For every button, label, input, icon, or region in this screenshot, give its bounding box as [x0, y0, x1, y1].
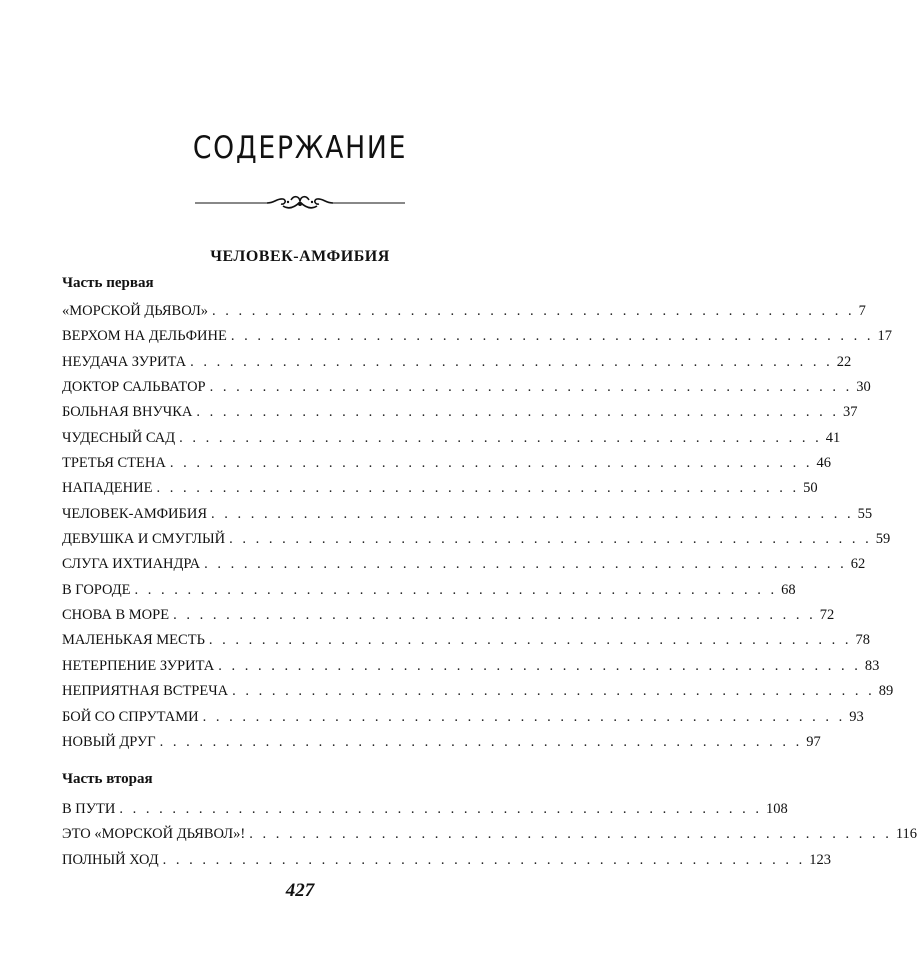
toc-entry-page: 22: [836, 353, 852, 370]
ornament-divider-icon: [195, 192, 405, 214]
toc-entry: [62, 628, 871, 653]
toc-leader-dots: . . . . . . . . . . . . . . . . . . . . . . . . . . . . . . . . . . . . . . . . . . . . . . . . .: [209, 379, 853, 396]
toc-leader-dots: . . . . . . . . . . . . . . . . . . . . . . . . . . . . . . . . . . . . . . . . . . . . . . . . .: [232, 683, 875, 700]
toc-entry-page: 116: [895, 826, 917, 843]
toc-leader-dots: . . . . . . . . . . . . . . . . . . . . . . . . . . . . . . . . . . . . . . . . . . . . . . . . .: [211, 505, 854, 522]
toc-entry-page: 62: [850, 556, 866, 573]
toc-list-part-two: [62, 797, 917, 873]
toc-leader-dots: . . . . . . . . . . . . . . . . . . . . . . . . . . . . . . . . . . . . . . . . . . . . . . . . .: [196, 404, 839, 421]
toc-entry: [62, 502, 873, 527]
toc-entry: [62, 375, 871, 400]
toc-entry-page: 50: [803, 480, 818, 497]
toc-entry-title: БОЙ СО СПРУТАМИ: [62, 708, 199, 725]
toc-entry-page: 97: [806, 733, 821, 750]
toc-entry-page: 89: [878, 683, 894, 700]
toc-entry-title: ВЕРХОМ НА ДЕЛЬФИНЕ: [62, 328, 227, 345]
toc-entry-page: 78: [855, 632, 871, 649]
page-number: 427: [285, 880, 315, 901]
toc-entry-page: 108: [766, 801, 788, 817]
toc-entry-title: НЕПРИЯТНАЯ ВСТРЕЧА: [62, 683, 229, 700]
toc-entry: [62, 350, 852, 375]
toc-entry-page: 59: [875, 531, 891, 548]
toc-leader-dots: . . . . . . . . . . . . . . . . . . . . . . . . . . . . . . . . . . . . . . . . . . . . . . . . .: [218, 657, 861, 674]
toc-entry-title: В ГОРОДЕ: [62, 581, 131, 598]
toc-entry-page: 83: [864, 657, 880, 674]
toc-entry: [62, 679, 894, 704]
toc-leader-dots: . . . . . . . . . . . . . . . . . . . . . . . . . . . . . . . . . . . . . . . . . . . . . . . . .: [162, 851, 806, 868]
toc-entry: [62, 426, 841, 451]
page-title: СОДЕРЖАНИЕ: [192, 130, 408, 166]
toc-entry: [62, 730, 821, 755]
toc-entry-page: 41: [825, 429, 841, 446]
toc-leader-dots: . . . . . . . . . . . . . . . . . . . . . . . . . . . . . . . . . . . . . . . . . . . . . . . . .: [159, 733, 803, 750]
toc-entry: [62, 400, 858, 425]
toc-entry-title: НОВЫЙ ДРУГ: [62, 733, 156, 750]
toc-entry: [62, 797, 788, 822]
toc-entry: [62, 324, 892, 349]
toc-entry-page: 30: [856, 379, 871, 396]
toc-leader-dots: . . . . . . . . . . . . . . . . . . . . . . . . . . . . . . . . . . . . . . . . . . . . . . . . .: [119, 801, 762, 817]
toc-entry-title: ТРЕТЬЯ СТЕНА: [62, 455, 166, 472]
toc-entry: [62, 578, 796, 603]
toc-entry-title: МАЛЕНЬКАЯ МЕСТЬ: [62, 632, 205, 649]
book-title: ЧЕЛОВЕК-АМФИБИЯ: [210, 248, 390, 265]
toc-entry-page: 68: [781, 581, 796, 598]
toc-leader-dots: . . . . . . . . . . . . . . . . . . . . . . . . . . . . . . . . . . . . . . . . . . . . . . . . .: [173, 607, 816, 624]
toc-entry: [62, 476, 818, 501]
toc-entry-page: 93: [849, 708, 864, 725]
toc-entry: [62, 451, 831, 476]
toc-entry-page: 55: [857, 505, 873, 522]
toc-entry: [62, 603, 835, 628]
toc-entry-page: 72: [819, 607, 835, 624]
toc-leader-dots: . . . . . . . . . . . . . . . . . . . . . . . . . . . . . . . . . . . . . . . . . . . . . . . . .: [249, 826, 892, 843]
toc-leader-dots: . . . . . . . . . . . . . . . . . . . . . . . . . . . . . . . . . . . . . . . . . . . . . . . . .: [179, 429, 822, 446]
toc-entry-title: ДЕВУШКА И СМУГЛЫЙ: [62, 531, 226, 548]
toc-entry: [62, 822, 917, 847]
toc-leader-dots: . . . . . . . . . . . . . . . . . . . . . . . . . . . . . . . . . . . . . . . . . . . . . . . . .: [134, 581, 778, 598]
toc-leader-dots: . . . . . . . . . . . . . . . . . . . . . . . . . . . . . . . . . . . . . . . . . . . . . . . . .: [204, 556, 847, 573]
toc-entry-title: ДОКТОР САЛЬВАТОР: [62, 379, 206, 396]
part-title: Часть вторая: [62, 771, 153, 787]
toc-entry-title: ЧУДЕСНЫЙ САД: [62, 429, 176, 446]
toc-entry-title: СНОВА В МОРЕ: [62, 607, 170, 624]
toc-entry-title: НЕТЕРПЕНИЕ ЗУРИТА: [62, 657, 215, 674]
toc-entry-page: 17: [877, 328, 892, 345]
toc-entry: [62, 527, 891, 552]
toc-entry: [62, 299, 866, 324]
toc-entry-title: НЕУДАЧА ЗУРИТА: [62, 353, 187, 370]
toc-leader-dots: . . . . . . . . . . . . . . . . . . . . . . . . . . . . . . . . . . . . . . . . . . . . . . . . .: [169, 455, 813, 472]
toc-entry-page: 123: [809, 851, 832, 868]
toc-entry-title: ПОЛНЫЙ ХОД: [62, 851, 159, 868]
toc-leader-dots: . . . . . . . . . . . . . . . . . . . . . . . . . . . . . . . . . . . . . . . . . . . . . . . . .: [212, 303, 855, 319]
toc-leader-dots: . . . . . . . . . . . . . . . . . . . . . . . . . . . . . . . . . . . . . . . . . . . . . . . . .: [202, 708, 846, 725]
toc-entry-page: 46: [816, 455, 831, 472]
toc-leader-dots: . . . . . . . . . . . . . . . . . . . . . . . . . . . . . . . . . . . . . . . . . . . . . . . . .: [156, 480, 800, 497]
toc-entry-page: 37: [842, 404, 858, 421]
toc-entry: [62, 552, 866, 577]
toc-entry-title: ЧЕЛОВЕК-АМФИБИЯ: [62, 505, 207, 522]
toc-leader-dots: . . . . . . . . . . . . . . . . . . . . . . . . . . . . . . . . . . . . . . . . . . . . . . . . .: [190, 353, 833, 370]
toc-entry-page: 7: [858, 303, 866, 319]
toc-entry-title: СЛУГА ИХТИАНДРА: [62, 556, 201, 573]
toc-entry: [62, 654, 880, 679]
toc-entry-title: НАПАДЕНИЕ: [62, 480, 153, 497]
toc-entry-title: В ПУТИ: [62, 801, 116, 817]
toc-entry-title: ЭТО «МОРСКОЙ ДЬЯВОЛ»!: [62, 826, 246, 843]
toc-leader-dots: . . . . . . . . . . . . . . . . . . . . . . . . . . . . . . . . . . . . . . . . . . . . . . . . .: [229, 531, 872, 548]
toc-entry-title: БОЛЬНАЯ ВНУЧКА: [62, 404, 193, 421]
part-title: Часть первая: [62, 275, 154, 291]
toc-list-part-one: [62, 299, 894, 755]
toc-leader-dots: . . . . . . . . . . . . . . . . . . . . . . . . . . . . . . . . . . . . . . . . . . . . . . . . .: [208, 632, 852, 649]
toc-entry-title: «МОРСКОЙ ДЬЯВОЛ»: [62, 303, 209, 319]
toc-entry: [62, 848, 832, 873]
toc-leader-dots: . . . . . . . . . . . . . . . . . . . . . . . . . . . . . . . . . . . . . . . . . . . . . . . . .: [230, 328, 874, 345]
toc-entry: [62, 705, 864, 730]
